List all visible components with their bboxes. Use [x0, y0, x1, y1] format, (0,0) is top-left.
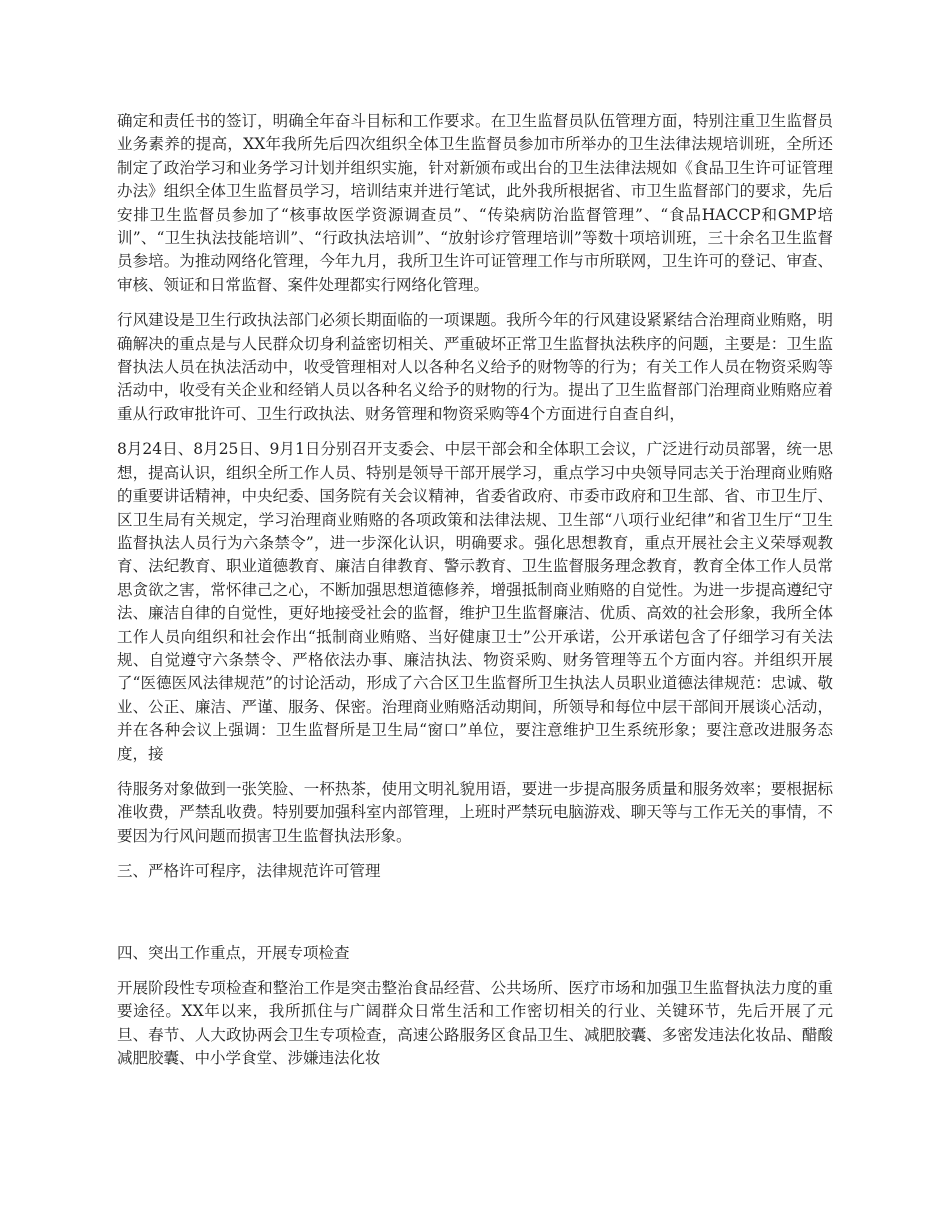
paragraph-conduct-building: 行风建设是卫生行政执法部门必须长期面临的一项课题。我所今年的行风建设紧紧结合治理商业贿赂，明确解决的重点是与人民群众切身利益密切相关、严重破坏正常卫生监督执法秩序的问题，主要是：卫生监督执法人员在执法活动中，收受管理相对人以各种名义给予的财物等的行为；有关工作人员在物资采购等活动中，收受有关企业和经销人员以各种名义给予的财物的行为。提出了卫生监督部门治理商业贿赂应着重从行政审批许可、卫生行政执法、财务管理和物资采购等4个方面进行自查自纠， [117, 311, 833, 423]
section-heading-3: 三、严格许可程序，法律规范许可管理 [117, 862, 381, 881]
paragraph-service-standards: 待服务对象做到一张笑脸、一杯热茶，使用文明礼貌用语，要进一步提高服务质量和服务效率；要根据标准收费，严禁乱收费。特别要加强科室内部管理，上班时严禁玩电脑游戏、聊天等与工作无关的事情，不要因为行风问题而损害卫生监督执法形象。 [117, 779, 833, 845]
section-heading-4: 四、突出工作重点，开展专项检查 [117, 943, 350, 962]
blank-gap [117, 896, 833, 942]
paragraph-supervisor-training: 确定和责任书的签订，明确全年奋斗目标和工作要求。在卫生监督员队伍管理方面，特别注重卫生监督员业务素养的提高，XX年我所先后四次组织全体卫生监督员参加市所举办的卫生法律法规培训班，全所还制定了政治学习和业务学习计划并组织实施，针对新颁布或出台的卫生法律法规如《食品卫生许可证管理办法》组织全体卫生监督员学习，培训结束并进行笔试，此外我所根据省、市卫生监督部门的要求，先后安排卫生监督员参加了“核事故医学资源调查员”、“传染病防治监督管理”、“食品HACCP和GMP培训”、“卫生执法技能培训”、“行政执法培训”、“放射诊疗管理培训”等数十项培训班，三十余名卫生监督员参培。为推动网络化管理，今年九月，我所卫生许可证管理工作与市所联网，卫生许可的登记、审查、审核、领证和日常监督、案件处理都实行网络化管理。 [117, 112, 833, 294]
document-page [117, 110, 833, 1083]
paragraph-anti-bribery-meetings: 8月24日、8月25日、9月1日分别召开支委会、中层干部会和全体职工会议，广泛进行动员部署，统一思想，提高认识，组织全所工作人员、特别是领导干部开展学习，重点学习中央领导同志关于治理商业贿赂的重要讲话精神，中央纪委、国务院有关会议精神，省委省政府、市委市政府和卫生部、省、市卫生厅、区卫生局有关规定，学习治理商业贿赂的各项政策和法律法规、卫生部“八项行业纪律”和省卫生厅“卫生监督执法人员行为六条禁令”，进一步深化认识，明确要求。强化思想教育，重点开展社会主义荣辱观教育、法纪教育、职业道德教育、廉洁自律教育、警示教育、卫生监督服务理念教育，教育全体工作人员常思贪欲之害，常怀律己之心，不断加强思想道德修养，增强抵制商业贿赂的自觉性。为进一步提高遵纪守法、廉洁自律的自觉性，更好地接受社会的监督，维护卫生监督廉洁、优质、高效的社会形象，我所全体工作人员向组织和社会作出“抵制商业贿赂、当好健康卫士”公开承诺，公开承诺包含了仔细学习有关法规、自觉遵守六条禁令、严格依法办事、廉洁执法、物资采购、财务管理等五个方面内容。并组织开展了“医德医风法律规范”的讨论活动，形成了六合区卫生监督所卫生执法人员职业道德法律规范：忠诚、敬业、公正、廉洁、严谨、服务、保密。治理商业贿赂活动期间，所领导和每位中层干部间开展谈心活动，并在各种会议上强调：卫生监督所是卫生局“窗口”单位，要注意维护卫生系统形象；要注意改进服务态度，接 [117, 440, 833, 763]
paragraph-special-inspections: 开展阶段性专项检查和整治工作是突击整治食品经营、公共场所、医疗市场和加强卫生监督执法力度的重要途径。XX年以来，我所抓住与广阔群众日常生活和工作密切相关的行业、关键环节，先后开展了元旦、春节、人大政协两会卫生专项检查，高速公路服务区食品卫生、减肥胶囊、多密发违法化妆品、醋酸减肥胶囊、中小学食堂、涉嫌违法化妆 [117, 979, 833, 1068]
